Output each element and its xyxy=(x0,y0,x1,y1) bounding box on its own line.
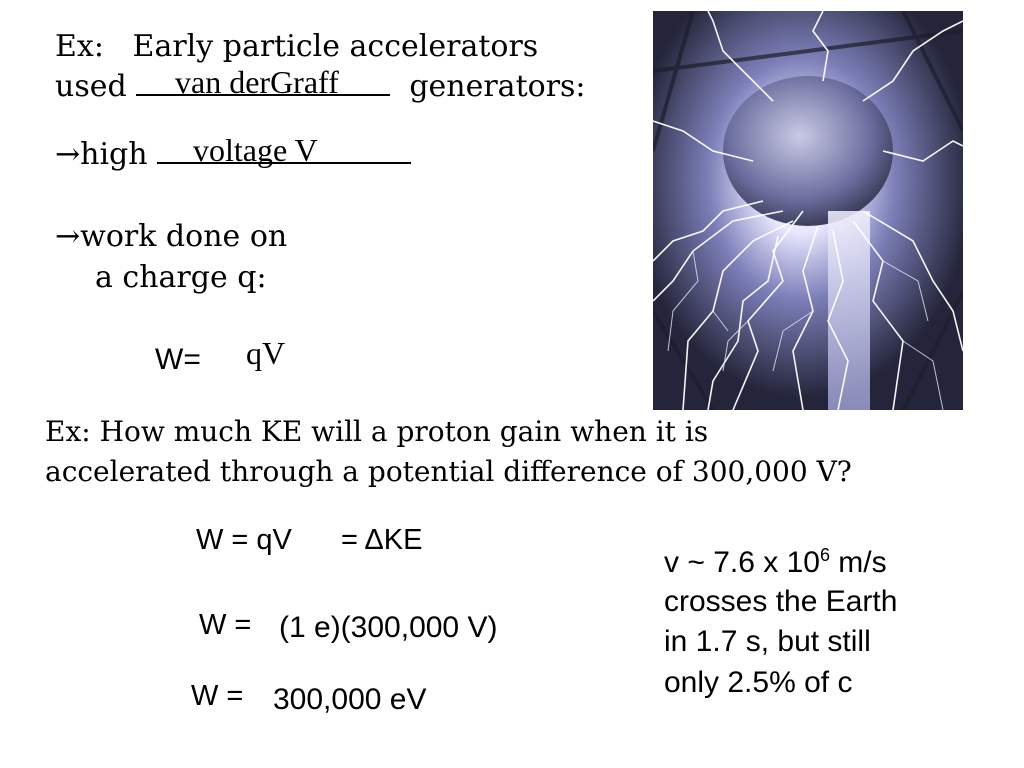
note-exponent: 6 xyxy=(819,545,830,565)
note-line-2: crosses the Earth xyxy=(664,585,898,618)
work-equation-label: W= xyxy=(155,343,201,376)
note-speed: v ~ 7.6 x 10 xyxy=(664,546,820,579)
solution-step-3-value: 300,000 eV xyxy=(273,683,427,716)
van-de-graaff-photo xyxy=(653,11,963,410)
question-line-1: Ex: How much KE will a proton gain when it is xyxy=(45,415,709,448)
answer-fill-2: voltage V xyxy=(193,132,318,168)
generators-word: generators: xyxy=(409,69,586,104)
used-word: used xyxy=(55,69,127,104)
discharge-illustration xyxy=(653,11,963,410)
question-line-2: accelerated through a potential difference of 300,000 V? xyxy=(45,455,852,488)
solution-step-3-label: W = xyxy=(191,680,244,712)
work-equation-fill: qV xyxy=(246,335,286,371)
note-units: m/s xyxy=(829,546,887,579)
work-line-2: a charge q: xyxy=(95,260,267,295)
example-label: Ex: xyxy=(55,29,104,64)
arrow-icon: → xyxy=(55,137,81,172)
solution-step-2-label: W = xyxy=(199,609,252,641)
example-text: Early particle accelerators xyxy=(132,29,539,64)
high-word: high xyxy=(80,137,148,172)
answer-fill-1: van derGraff xyxy=(175,64,339,100)
note-line-3: in 1.7 s, but still xyxy=(664,625,871,658)
note-line-1 xyxy=(664,546,887,578)
work-text: work done on xyxy=(80,219,288,254)
example-heading xyxy=(55,29,539,64)
solution-step-2-value: (1 e)(300,000 V) xyxy=(279,611,498,644)
arrow-icon: → xyxy=(55,219,81,254)
solution-step-1-right: = ΔKE xyxy=(341,524,423,556)
note-line-4: only 2.5% of c xyxy=(664,666,853,699)
solution-step-1-left: W = qV xyxy=(196,524,292,556)
work-line-1 xyxy=(55,219,288,254)
